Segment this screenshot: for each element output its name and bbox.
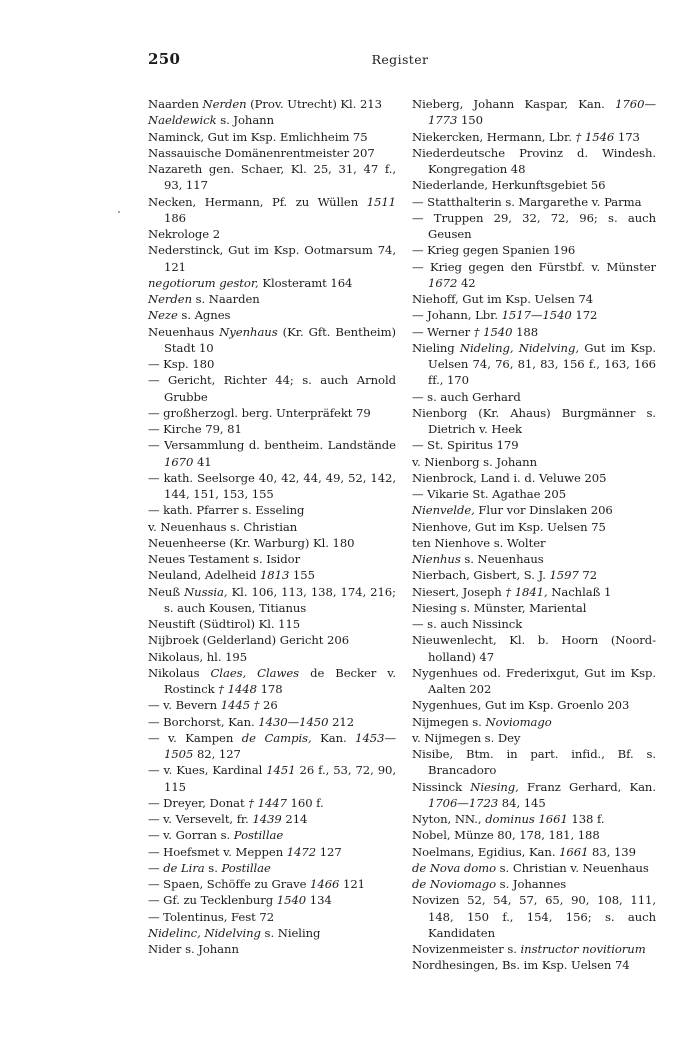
index-entry: Nygenhues od. Frederixgut, Gut im Ksp. Aalten 202: [412, 665, 656, 696]
index-entry: Nerden s. Naarden: [148, 292, 260, 306]
index-entry: — v. Bevern 1445 † 26: [148, 698, 278, 713]
index-entry: — s. auch Gerhard: [412, 389, 521, 404]
index-entry: Niederlande, Herkunftsgebiet 56: [412, 178, 606, 193]
index-entry: — v. Kues, Kardinal 1451 26 f., 53, 72, 90, 115: [148, 763, 396, 794]
index-entry: Necken, Hermann, Pf. zu Wüllen 1511 186: [148, 194, 396, 225]
index-entry: v. Neuenhaus s. Christian: [148, 519, 298, 534]
index-entry: — Borchorst, Kan. 1430—1450 212: [148, 714, 355, 729]
index-entry: Nikolaus, hl. 195: [148, 649, 248, 664]
index-entry: — Hoefsmet v. Meppen 1472 127: [148, 844, 342, 859]
index-entry: — kath. Pfarrer s. Esseling: [148, 503, 305, 518]
index-entry: Naminck, Gut im Ksp. Emlichheim 75: [148, 129, 368, 144]
index-entry: Nienhove, Gut im Ksp. Uelsen 75: [412, 519, 606, 534]
index-entry: — Kirche 79, 81: [148, 422, 242, 436]
index-entry: Nederstinck, Gut im Ksp. Ootmarsum 74, 121: [148, 243, 396, 274]
index-entry: — Werner † 1540 188: [412, 324, 539, 339]
index-entry: Nazareth gen. Schaer, Kl. 25, 31, 47 f., 93, 117: [148, 162, 396, 193]
index-entry: Nienbrock, Land i. d. Veluwe 205: [412, 470, 607, 485]
index-entry: Nobel, Münze 80, 178, 181, 188: [412, 828, 600, 843]
index-entry: — Statthalterin s. Margarethe v. Parma: [412, 194, 642, 209]
index-entry: Naarden Nerden (Prov. Utrecht) Kl. 213: [148, 97, 382, 111]
index-entry: — Gf. zu Tecklenburg 1540 134: [148, 893, 332, 908]
index-entry: Nisibe, Btm. in part. infid., Bf. s. Brancadoro: [412, 747, 656, 778]
index-entry: Nygenhues, Gut im Ksp. Groenlo 203: [412, 698, 630, 713]
index-entry: ten Nienhove s. Wolter: [412, 535, 546, 550]
index-entry: Noelmans, Egidius, Kan. 1661 83, 139: [412, 844, 636, 859]
index-entry: — v. Kampen de Campis, Kan. 1453—1505 82, 127: [148, 730, 396, 761]
index-entry: Niesing s. Münster, Mariental: [412, 600, 587, 615]
index-entry: — Krieg gegen Spanien 196: [412, 243, 576, 258]
index-entry: — s. auch Nissinck: [412, 617, 523, 631]
index-entry: Novizenmeister s. instructor novitiorum: [412, 942, 646, 956]
stray-mark: [118, 211, 120, 213]
index-entry: — Ksp. 180: [148, 357, 215, 371]
index-entry: Nijbroek (Gelderland) Gericht 206: [148, 633, 350, 648]
running-head: Register: [371, 52, 429, 67]
index-entry: Nidelinc, Nidelving s. Nieling: [148, 925, 321, 940]
index-entry: v. Nienborg s. Johann: [412, 454, 537, 469]
index-entry: Nikolaus Claes, Clawes de Becker v. Rostinck † 1448 178: [148, 665, 396, 696]
index-entry: — de Lira s. Postillae: [148, 860, 271, 875]
index-entry: Nieberg, Johann Kaspar, Kan. 1760—1773 150: [412, 97, 656, 128]
index-entry: Neustift (Südtirol) Kl. 115: [148, 617, 301, 631]
index-entry: Nekrologe 2: [148, 227, 221, 241]
index-entry: Nieling Nideling, Nidelving, Gut im Ksp. Uelsen 74, 76, 81, 83, 156 f., 163, 166 ff., 170: [412, 340, 656, 388]
index-entry: — kath. Seelsorge 40, 42, 44, 49, 52, 142, 144, 151, 153, 155: [148, 470, 396, 501]
index-entry: — Krieg gegen den Fürstbf. v. Münster 1672 42: [412, 259, 656, 290]
index-entry: — Dreyer, Donat † 1447 160 f.: [148, 795, 324, 810]
index-entry: Neze s. Agnes: [148, 308, 231, 323]
index-entry: v. Nijmegen s. Dey: [412, 730, 521, 745]
index-entry: — v. Versevelt, fr. 1439 214: [148, 812, 308, 826]
index-entry: Niederdeutsche Provinz d. Windesh. Kongregation 48: [412, 145, 656, 176]
index-entry: Neuenhaus Nyenhaus (Kr. Gft. Bentheim) Stadt 10: [148, 324, 396, 355]
index-entry: Nienhus s. Neuenhaus: [412, 552, 544, 566]
index-entry: Niesert, Joseph † 1841, Nachlaß 1: [412, 584, 612, 599]
index-entry: Neuß Nussia, Kl. 106, 113, 138, 174, 216; s. auch Kousen, Titianus: [148, 584, 396, 615]
page-number: 250: [148, 50, 181, 68]
index-entry: — Tolentinus, Fest 72: [148, 909, 275, 924]
index-entry: Nieuwenlecht, Kl. b. Hoorn (Noord-holland) 47: [412, 633, 656, 664]
index-entry: Nassauische Domänenrentmeister 207: [148, 145, 375, 160]
index-entry: Nierbach, Gisbert, S. J. 1597 72: [412, 568, 598, 583]
index-entry: Nienvelde, Flur vor Dinslaken 206: [412, 503, 613, 518]
index-entry: Neuland, Adelheid 1813 155: [148, 568, 315, 583]
index-column-right: [412, 96, 656, 974]
index-entry: Nordhesingen, Bs. im Ksp. Uelsen 74: [412, 958, 630, 973]
index-entry: de Nova domo s. Christian v. Neuenhaus: [412, 860, 649, 875]
page-header: [148, 50, 652, 74]
index-entry: — Truppen 29, 32, 72, 96; s. auch Geusen: [412, 210, 656, 241]
index-entry: — St. Spiritus 179: [412, 438, 519, 453]
index-entry: — v. Gorran s. Postillae: [148, 828, 284, 843]
index-entry: Neuenheerse (Kr. Warburg) Kl. 180: [148, 535, 355, 550]
index-entry: Naeldewick s. Johann: [148, 113, 275, 128]
index-entry: — Vikarie St. Agathae 205: [412, 487, 567, 501]
index-column-left: [148, 96, 396, 957]
index-entry: Nienborg (Kr. Ahaus) Burgmänner s. Dietrich v. Heek: [412, 405, 656, 436]
index-entry: Novizen 52, 54, 57, 65, 90, 108, 111, 148, 150 f., 154, 156; s. auch Kandidaten: [412, 893, 656, 940]
index-entry: — Johann, Lbr. 1517—1540 172: [412, 308, 598, 323]
index-entry: — Gericht, Richter 44; s. auch Arnold Grubbe: [148, 373, 396, 404]
index-entry: Niehoff, Gut im Ksp. Uelsen 74: [412, 292, 594, 306]
index-entry: — Spaen, Schöffe zu Grave 1466 121: [148, 877, 365, 891]
index-entry: — großherzogl. berg. Unterpräfekt 79: [148, 405, 371, 420]
index-entry: Nyton, NN., dominus 1661 138 f.: [412, 812, 605, 826]
index-entry: Nider s. Johann: [148, 942, 239, 956]
index-entry: Nissinck Niesing, Franz Gerhard, Kan. 1706—1723 84, 145: [412, 779, 656, 810]
index-entry: Nijmegen s. Noviomago: [412, 714, 552, 729]
index-entry: Niekercken, Hermann, Lbr. † 1546 173: [412, 129, 640, 144]
index-entry: de Noviomago s. Johannes: [412, 877, 567, 891]
index-entry: negotiorum gestor, Klosteramt 164: [148, 275, 353, 290]
index-entry: Neues Testament s. Isidor: [148, 552, 301, 566]
index-entry: — Versammlung d. bentheim. Landstände 1670 41: [148, 438, 396, 469]
